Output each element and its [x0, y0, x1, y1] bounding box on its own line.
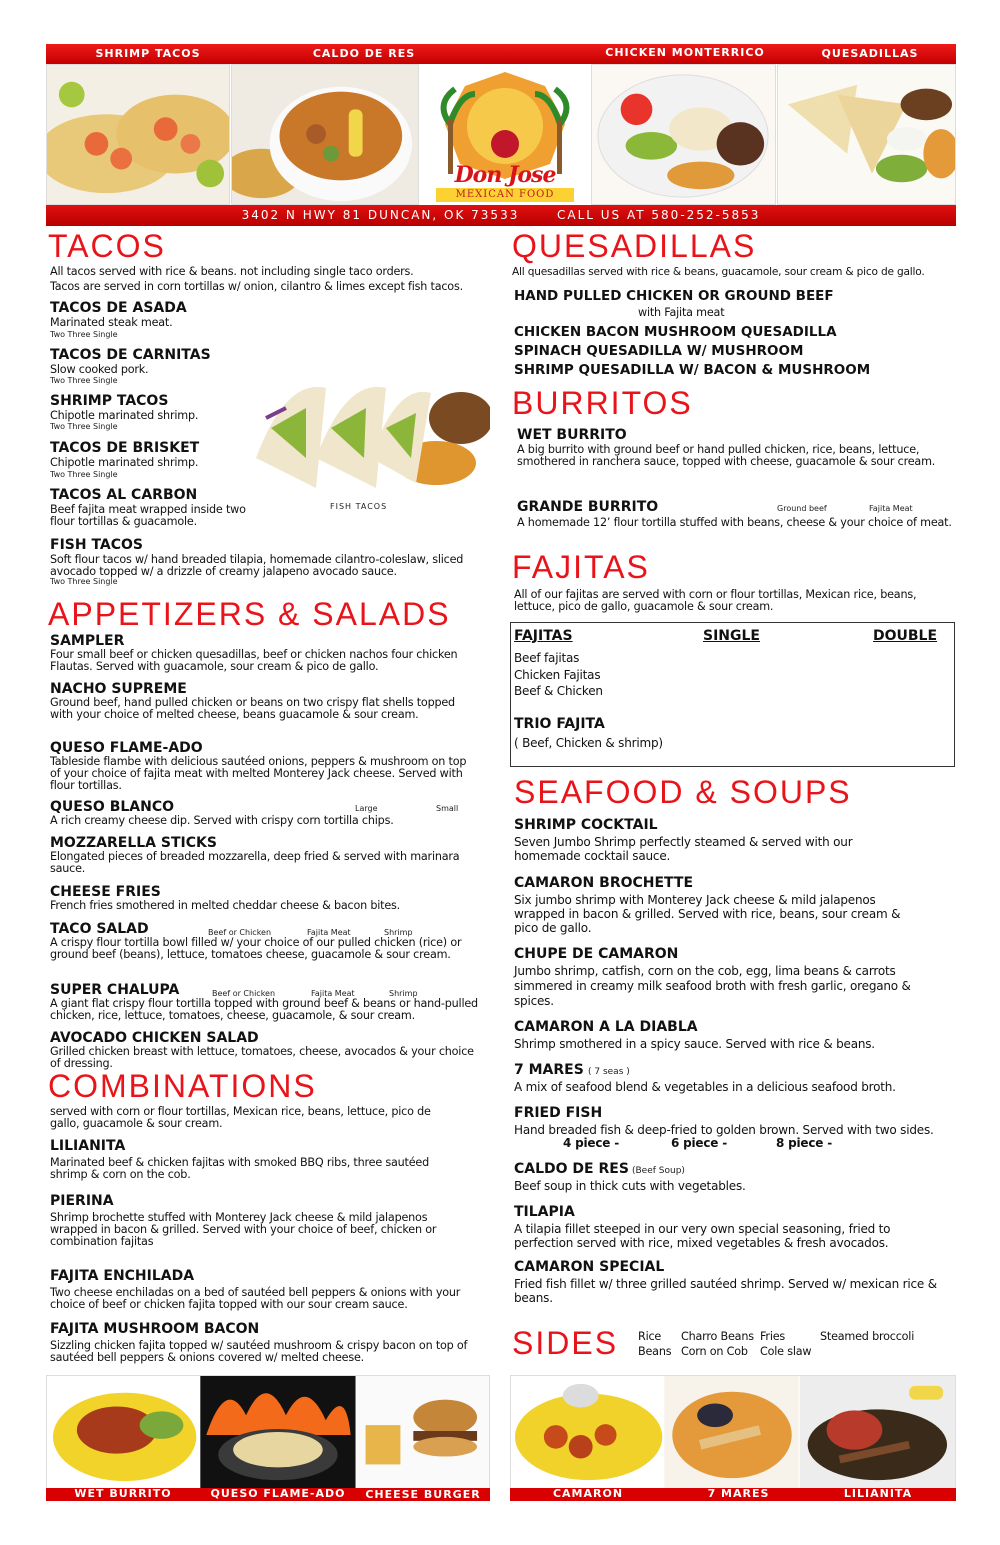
side-beans: Beans: [638, 1345, 672, 1358]
quesadillas-note: All quesadillas served with rice & beans, guacamole, sour cream & pico de gallo.: [512, 266, 925, 278]
item-nacho-supreme: NACHO SUPREME: [50, 681, 187, 697]
quesadillas-title: QUESADILLAS: [512, 228, 757, 264]
fish-tacos-photo: [246, 368, 490, 498]
tacos-note-1: All tacos served with rice & beans. not including single taco orders.: [50, 265, 414, 278]
fried-fish-4-piece: 4 piece -: [563, 1136, 619, 1150]
desc-camaron-a-la-diabla: Shrimp smothered in a spicy sauce. Served with rice & beans.: [514, 1037, 875, 1051]
fajitas-row-chicken: Chicken Fajitas: [514, 668, 601, 682]
item-shrimp-quesadilla: SHRIMP QUESADILLA W/ BACON & MUSHROOM: [514, 362, 871, 378]
desc-fajita-enchilada: Two cheese enchiladas on a bed of sautéed bell peppers & onions with your choice of beef or chicken fajita topped with our sour cream sauce.: [50, 1286, 461, 1311]
item-camaron-a-la-diabla: CAMARON A LA DIABLA: [514, 1019, 698, 1035]
desc-queso-flame-ado: Tableside flambe with delicious sautéed onions, peppers & mushroom on top of your choice of fajita meat with melted Monterey Jack cheese. Served with flour tortillas.: [50, 755, 467, 792]
desc-tacos-de-brisket: Chipotle marinated shrimp.: [50, 456, 199, 469]
photo-label-quesadillas: QUESADILLAS: [821, 47, 919, 60]
desc-tacos-de-asada: Marinated steak meat.: [50, 316, 173, 329]
label-cheese-burger: CHEESE BURGER: [365, 1488, 481, 1501]
caldo-de-res-note: (Beef Soup): [632, 1166, 685, 1176]
photo-label-chicken-monterrico: CHICKEN MONTERRICO: [605, 46, 765, 59]
appetizers-title: APPETIZERS & SALADS: [48, 596, 451, 632]
item-tacos-de-asada: TACOS DE ASADA: [50, 300, 187, 316]
item-fajita-mushroom-bacon: FAJITA MUSHROOM BACON: [50, 1321, 260, 1337]
label-7-mares: 7 MARES: [707, 1487, 770, 1500]
combinations-title: COMBINATIONS: [48, 1068, 317, 1104]
chicken-monterrico-photo: [591, 64, 776, 205]
item-fish-tacos: FISH TACOS: [50, 537, 144, 553]
item-hand-pulled-chicken-sub: with Fajita meat: [638, 306, 725, 319]
sizes-tacos-de-carnitas: Two Three Single: [50, 376, 118, 385]
item-chupe-de-camaron: CHUPE DE CAMARON: [514, 946, 679, 962]
fajitas-note: All of our fajitas are served with corn or flour tortillas, Mexican rice, beans, lettuce, pico de gallo, guacamole & sour cream.: [514, 588, 917, 613]
desc-camaron-brochette: Six jumbo shrimp with Monterey Jack cheese & mild jalapenos wrapped in bacon & grilled. Served with rice, beans, sour cream & pico de gallo.: [514, 893, 901, 935]
sizes-tacos-de-brisket: Two Three Single: [50, 470, 118, 479]
item-avocado-chicken-salad: AVOCADO CHICKEN SALAD: [50, 1030, 259, 1046]
phone-number: CALL US AT 580-252-5853: [557, 208, 761, 222]
desc-grande-burrito: A homemade 12’ flour tortilla stuffed with beans, cheese & your choice of meat.: [517, 516, 952, 529]
item-fried-fish: FRIED FISH: [514, 1105, 603, 1121]
side-steamed-broccoli: Steamed broccoli: [820, 1330, 915, 1343]
item-pierina: PIERINA: [50, 1193, 114, 1209]
fish-tacos-caption: FISH TACOS: [330, 502, 388, 511]
desc-tilapia: A tilapia fillet steeped in our very own special seasoning, fried to perfection served with rice, mixed vegetables & fresh avocados.: [514, 1222, 891, 1250]
desc-lilianita: Marinated beef & chicken fajitas with smoked BBQ ribs, three sautéed shrimp & corn on the cob.: [50, 1156, 430, 1181]
desc-shrimp-cocktail: Seven Jumbo Shrimp perfectly steamed & served with our homemade cocktail sauce.: [514, 835, 853, 863]
tacos-title: TACOS: [48, 228, 166, 264]
taco-salad-opt-beef-chicken: Beef or Chicken: [208, 928, 272, 937]
queso-blanco-small: Small: [436, 804, 459, 813]
fajitas-title: FAJITAS: [512, 549, 650, 585]
sides-title: SIDES: [512, 1325, 619, 1361]
item-taco-salad: TACO SALAD: [50, 921, 149, 937]
combinations-note: served with corn or flour tortillas, Mexican rice, beans, lettuce, pico de gallo, guacamole & sour cream.: [50, 1105, 431, 1130]
item-tacos-de-carnitas: TACOS DE CARNITAS: [50, 347, 211, 363]
item-tacos-al-carbon: TACOS AL CARBON: [50, 487, 198, 503]
grande-opt-fajita: Fajita Meat: [869, 504, 913, 513]
fajitas-col-double: DOUBLE: [873, 628, 938, 644]
desc-mozzarella-sticks: Elongated pieces of breaded mozzarella, deep fried & served with marinara sauce.: [50, 850, 460, 875]
chalupa-opt-beef-chicken: Beef or Chicken: [212, 989, 276, 998]
desc-pierina: Shrimp brochette stuffed with Monterey Jack cheese & mild jalapenos wrapped in bacon & grilled. Served with your choice of beef, chicken or combination fajitas: [50, 1211, 437, 1248]
fajitas-col-fajitas: FAJITAS: [514, 628, 573, 644]
item-shrimp-cocktail: SHRIMP COCKTAIL: [514, 817, 658, 833]
seafood-title: SEAFOOD & SOUPS: [514, 774, 852, 810]
item-wet-burrito: WET BURRITO: [517, 427, 627, 443]
address-bar: [46, 205, 956, 226]
item-mozzarella-sticks: MOZZARELLA STICKS: [50, 835, 217, 851]
item-queso-flame-ado: QUESO FLAME-ADO: [50, 740, 203, 756]
logo-subtitle: MEXICAN FOOD: [436, 188, 574, 202]
desc-fajita-mushroom-bacon: Sizzling chicken fajita topped w/ sautéed mushroom & crispy bacon on top of sautéed bell peppers & onions covered w/ melted cheese.: [50, 1339, 468, 1364]
desc-tacos-al-carbon: Beef fajita meat wrapped inside two flour tortillas & guacamole.: [50, 503, 246, 528]
fried-fish-8-piece: 8 piece -: [776, 1136, 832, 1150]
taco-salad-opt-shrimp: Shrimp: [384, 928, 413, 937]
photo-label-shrimp-tacos: SHRIMP TACOS: [95, 47, 201, 60]
desc-shrimp-tacos: Chipotle marinated shrimp.: [50, 409, 199, 422]
desc-sampler: Four small beef or chicken quesadillas, beef or chicken nachos four chicken Flautas. Served with guacamole, sour cream & pico de gallo.: [50, 648, 458, 673]
desc-avocado-chicken-salad: Grilled chicken breast with lettuce, tomatoes, cheese, avocados & your choice of dressing.: [50, 1045, 474, 1070]
side-rice: Rice: [638, 1330, 662, 1343]
grande-opt-ground-beef: Ground beef: [777, 504, 827, 513]
side-cole-slaw: Cole slaw: [760, 1345, 812, 1358]
label-queso-flame-ado: QUESO FLAME-ADO: [210, 1487, 346, 1500]
desc-queso-blanco: A rich creamy cheese dip. Served with crispy corn tortilla chips.: [50, 814, 394, 827]
desc-cheese-fries: French fries smothered in melted cheddar cheese & bacon bites.: [50, 899, 401, 912]
item-fajita-enchilada: FAJITA ENCHILADA: [50, 1268, 195, 1284]
desc-7-mares: A mix of seafood blend & vegetables in a delicious seafood broth.: [514, 1080, 896, 1094]
item-lilianita: LILIANITA: [50, 1138, 126, 1154]
bottom-left-photo-strip: [46, 1375, 490, 1489]
label-camaron-brochette: CAMARON BROCHETTE: [546, 1487, 630, 1514]
address-text: 3402 N HWY 81 DUNCAN, OK 73533: [241, 208, 520, 222]
desc-trio-fajita: ( Beef, Chicken & shrimp): [514, 736, 663, 750]
logo-name: Don Jose: [454, 162, 556, 188]
desc-tacos-de-carnitas: Slow cooked pork.: [50, 363, 149, 376]
side-charro-beans: Charro Beans: [681, 1330, 754, 1343]
caldo-de-res-photo: [231, 64, 419, 205]
desc-fried-fish: Hand breaded fish & deep-fried to golden brown. Served with two sides.: [514, 1123, 934, 1137]
label-wet-burrito: WET BURRITO: [74, 1487, 172, 1500]
sizes-shrimp-tacos: Two Three Single: [50, 422, 118, 431]
fried-fish-6-piece: 6 piece -: [671, 1136, 727, 1150]
side-corn-on-cob: Corn on Cob: [681, 1345, 748, 1358]
desc-super-chalupa: A giant flat crispy flour tortilla topped with ground beef & beans or hand-pulled chicken, rice, lettuce, tomatoes, cheese, guacamole, & sour cream.: [50, 997, 478, 1022]
fajitas-row-beef: Beef fajitas: [514, 651, 580, 665]
desc-nacho-supreme: Ground beef, hand pulled chicken or beans on two crispy flat shells topped with your choice of melted cheese, beans guacamole & sour cream.: [50, 696, 455, 721]
item-7-mares: 7 MARES: [514, 1062, 584, 1078]
queso-blanco-large: Large: [355, 804, 378, 813]
shrimp-tacos-photo: [46, 64, 230, 205]
chalupa-opt-shrimp: Shrimp: [389, 989, 418, 998]
fajitas-col-single: SINGLE: [703, 628, 760, 644]
item-camaron-brochette: CAMARON BROCHETTE: [514, 875, 694, 891]
item-grande-burrito: GRANDE BURRITO: [517, 499, 659, 515]
item-caldo-de-res: CALDO DE RES: [514, 1161, 629, 1177]
tacos-note-2: Tacos are served in corn tortillas w/ onion, cilantro & limes except fish tacos.: [50, 280, 463, 293]
item-chicken-bacon-mushroom: CHICKEN BACON MUSHROOM QUESADILLA: [514, 324, 837, 340]
label-lilianita: LILIANITA: [843, 1487, 913, 1500]
item-sampler: SAMPLER: [50, 633, 125, 649]
desc-taco-salad: A crispy flour tortilla bowl filled w/ your choice of our pulled chicken (rice) or ground beef (beans), lettuce, tomatoes cheese, guacamole & sour cream.: [50, 936, 462, 961]
item-camaron-special: CAMARON SPECIAL: [514, 1259, 665, 1275]
sizes-tacos-de-asada: Two Three Single: [50, 330, 118, 339]
bottom-right-photo-strip: [510, 1375, 956, 1489]
item-hand-pulled-chicken: HAND PULLED CHICKEN OR GROUND BEEF: [514, 288, 834, 304]
item-trio-fajita: TRIO FAJITA: [514, 716, 605, 732]
photo-label-caldo-de-res: CALDO DE RES: [312, 47, 416, 60]
desc-caldo-de-res: Beef soup in thick cuts with vegetables.: [514, 1179, 746, 1193]
side-fries: Fries: [760, 1330, 786, 1343]
item-cheese-fries: CHEESE FRIES: [50, 884, 161, 900]
chalupa-opt-fajita: Fajita Meat: [311, 989, 355, 998]
item-tacos-de-brisket: TACOS DE BRISKET: [50, 440, 200, 456]
desc-chupe-de-camaron: Jumbo shrimp, catfish, corn on the cob, egg, lima beans & carrots simmered in creamy milk seafood broth with fresh garlic, oregano & spices.: [514, 964, 911, 1008]
item-shrimp-tacos: SHRIMP TACOS: [50, 393, 169, 409]
item-super-chalupa: SUPER CHALUPA: [50, 982, 180, 998]
item-tilapia: TILAPIA: [514, 1204, 575, 1220]
desc-camaron-special: Fried fish fillet w/ three grilled sautéed shrimp. Served w/ mexican rice & beans.: [514, 1277, 937, 1305]
quesadillas-photo: [777, 64, 956, 205]
burritos-title: BURRITOS: [512, 385, 693, 421]
sizes-fish-tacos: Two Three Single: [50, 577, 118, 586]
taco-salad-opt-fajita: Fajita Meat: [307, 928, 351, 937]
item-spinach-quesadilla: SPINACH QUESADILLA W/ MUSHROOM: [514, 343, 804, 359]
7-mares-note: ( 7 seas ): [588, 1067, 630, 1077]
fajitas-row-beef-chicken: Beef & Chicken: [514, 684, 603, 698]
desc-fish-tacos: Soft flour tacos w/ hand breaded tilapia, homemade cilantro-coleslaw, sliced avocado topped w/ a drizzle of creamy jalapeno avocado sauce.: [50, 553, 464, 578]
item-queso-blanco: QUESO BLANCO: [50, 799, 175, 815]
desc-wet-burrito: A big burrito with ground beef or hand pulled chicken, rice, beans, lettuce, smothered in ranchera sauce, topped with cheese, guacamole & sour cream.: [517, 443, 936, 468]
